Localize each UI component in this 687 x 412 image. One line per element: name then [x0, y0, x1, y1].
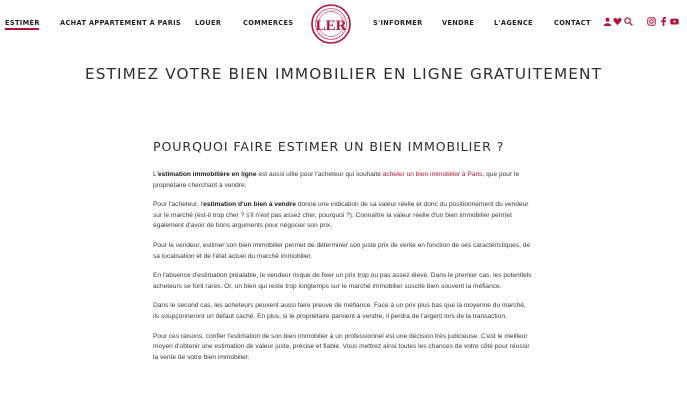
logo-lettering: LER [315, 18, 347, 34]
nav-achat-appartement[interactable]: ACHAT APPARTEMENT À PARIS [60, 19, 182, 27]
paragraph-2: Pour l'acheteur, l'estimation d'un bien à vendre donne une indication de sa valeur réelle et donc du positionnement du vendeur sur le marché (est-il trop cher ? s'il n'est pas assez cher, pourquoi ?). Connaître la valeur réelle d'un bien immobilier permet également d'avoir de bons arguments pour négocier son prix. [153, 201, 529, 230]
heart-icon[interactable] [613, 17, 622, 26]
nav-estimer[interactable]: ESTIMER [5, 19, 40, 27]
paragraph-1: L'estimation immobilière en ligne est aussi utile pour l'acheteur qui souhaite acheter un bien immobilier à Paris, que pour le propriétaire cherchant à vendre. [153, 171, 520, 189]
nav-vendre[interactable]: VENDRE [442, 19, 475, 27]
instagram-icon[interactable] [647, 17, 656, 26]
nav-commerces[interactable]: COMMERCES [243, 19, 294, 27]
paragraph-4: En l'absence d'estimation préalable, le vendeur risque de fixer un prix trop ou pas assez élevé. Dans le premier cas, les potentiels acheteurs se font rares. Or, un bien qui reste trop longtemps sur le marché immobilier suscite bien souvent la méfiance. [153, 272, 532, 290]
article-content [153, 138, 533, 372]
site-header [0, 0, 687, 48]
user-icon[interactable] [603, 17, 612, 26]
facebook-icon[interactable] [659, 17, 668, 26]
paragraph-6: Pour ces raisons, confier l'estimation de son bien immobilier à un professionnel est une décision très judicieuse. C'est le meilleur moyen d'obtenir une estimation de valeur juste, précise et fiable. Vous mettrez ainsi toutes les chances de votre côté pour réussir la vente de votre bien immobilier. [153, 332, 530, 361]
nav-louer[interactable]: LOUER [195, 19, 222, 27]
paragraph-5: Dans le second cas, les acheteurs peuvent aussi faire preuve de méfiance. Face à un prix plus bas que la moyenne du marché, ils soupçonneront un défaut caché. En plus, si le propriétaire parvient à vendre, il perdra de l'argent lors de la transaction. [153, 302, 526, 320]
active-nav-underline [5, 28, 39, 30]
bold-term: estimation d'un bien à vendre [203, 201, 296, 209]
ler-logo[interactable] [311, 4, 351, 44]
section-title: POURQUOI FAIRE ESTIMER UN BIEN IMMOBILIER ? [153, 139, 505, 154]
page-title: ESTIMEZ VOTRE BIEN IMMOBILIER EN LIGNE GRATUITEMENT [84, 65, 603, 83]
youtube-icon[interactable] [670, 17, 679, 26]
search-icon[interactable] [624, 17, 633, 26]
nav-contact[interactable]: CONTACT [554, 19, 591, 27]
bold-term: estimation immobilière en ligne [157, 171, 257, 178]
link-acheter-bien[interactable]: acheter un bien immobilier à Paris [382, 171, 483, 178]
nav-agence[interactable]: L'AGENCE [494, 19, 533, 27]
nav-sinformer[interactable]: S'INFORMER [373, 19, 423, 27]
paragraph-3: Pour le vendeur, estimer son bien immobilier permet de déterminer son juste prix de vente en fonction de ses caractéristiques, de sa localisation et de l'état actuel du marché immobilier. [153, 241, 531, 260]
